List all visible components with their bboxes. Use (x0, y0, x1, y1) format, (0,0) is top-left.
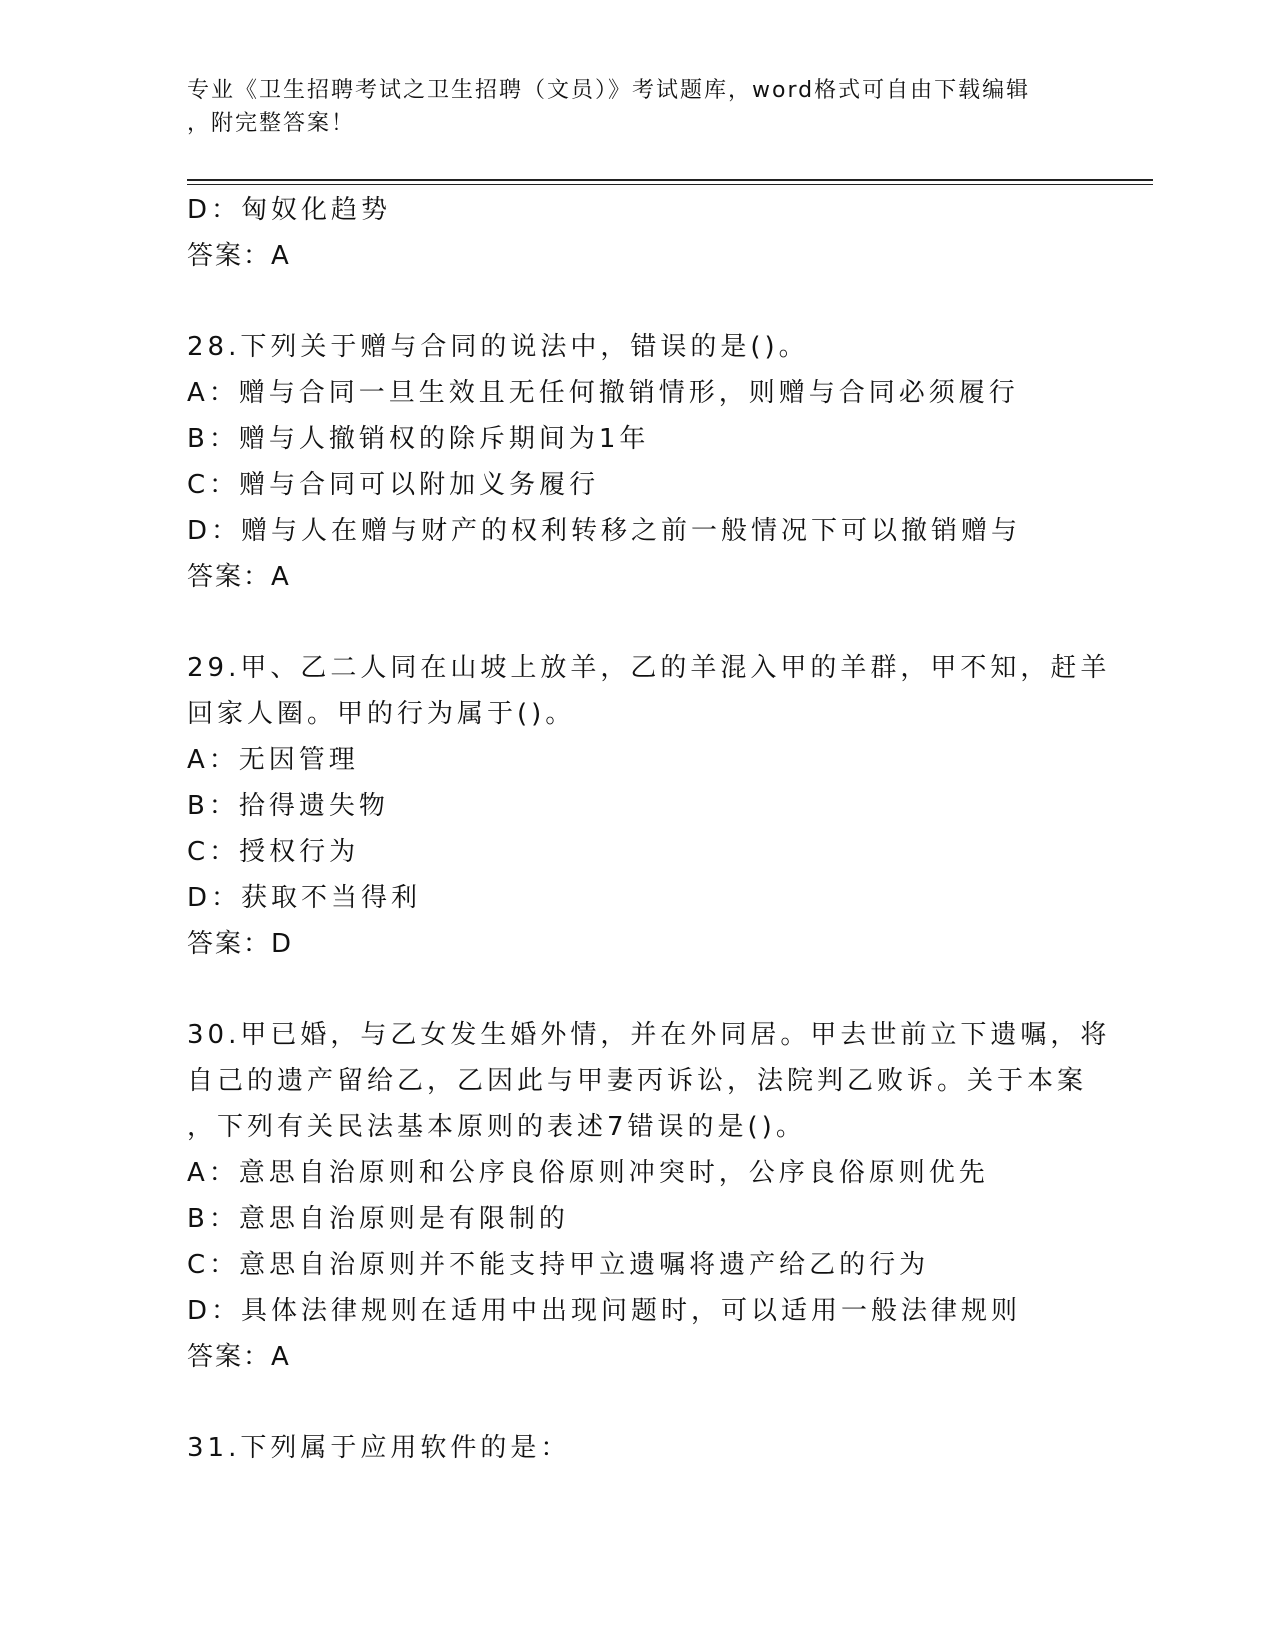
q30-answer: 答案：A (187, 1342, 291, 1372)
q30-stem-line-3: ，下列有关民法基本原则的表述7错误的是()。 (187, 1112, 806, 1142)
question-list (187, 187, 1147, 1471)
q28-option-b: B：赠与人撤销权的除斥期间为1年 (187, 424, 650, 454)
q30-stem-line-2: 自己的遗产留给乙，乙因此与甲妻丙诉讼，法院判乙败诉。关于本案 (187, 1066, 1088, 1096)
q29-stem-line-2: 回家人圈。甲的行为属于()。 (187, 699, 576, 729)
header-line-1: 专业《卫生招聘考试之卫生招聘（文员）》考试题库，word格式可自由下载编辑 (187, 78, 1031, 103)
spacer (187, 279, 1147, 324)
q30-option-b: B：意思自治原则是有限制的 (187, 1204, 569, 1234)
q31-stem-line-1: 31.下列属于应用软件的是： (187, 1433, 571, 1463)
q28-answer: 答案：A (187, 562, 291, 592)
q30-stem-line-1: 30.甲已婚，与乙女发生婚外情，并在外同居。甲去世前立下遗嘱，将 (187, 1020, 1111, 1050)
prev-answer: 答案：A (187, 241, 291, 271)
spacer (187, 1380, 1147, 1425)
q28-stem-line-1: 28.下列关于赠与合同的说法中，错误的是()。 (187, 332, 809, 362)
prev-option-d: D：匈奴化趋势 (187, 195, 392, 225)
q28-option-a: A：赠与合同一旦生效且无任何撤销情形，则赠与合同必须履行 (187, 378, 1019, 408)
q29-option-b: B：拾得遗失物 (187, 791, 389, 821)
q30-option-d: D：具体法律规则在适用中出现问题时，可以适用一般法律规则 (187, 1296, 1022, 1326)
q30-option-c: C：意思自治原则并不能支持甲立遗嘱将遗产给乙的行为 (187, 1250, 930, 1280)
q28-option-d: D：赠与人在赠与财产的权利转移之前一般情况下可以撤销赠与 (187, 516, 1022, 546)
q29-stem-line-1: 29.甲、乙二人同在山坡上放羊，乙的羊混入甲的羊群，甲不知，赶羊 (187, 653, 1111, 683)
q29-answer: 答案：D (187, 929, 294, 959)
q28-option-c: C：赠与合同可以附加义务履行 (187, 470, 600, 500)
header-rule-thin (187, 184, 1153, 185)
header-rule-thick (187, 179, 1153, 181)
spacer (187, 600, 1147, 645)
q30-option-a: A：意思自治原则和公序良俗原则冲突时，公序良俗原则优先 (187, 1158, 989, 1188)
q29-option-c: C：授权行为 (187, 837, 360, 867)
spacer (187, 967, 1147, 1012)
document-header (187, 74, 1067, 140)
q29-option-d: D：获取不当得利 (187, 883, 422, 913)
q29-option-a: A：无因管理 (187, 745, 359, 775)
header-line-2: ，附完整答案！ (187, 111, 356, 136)
